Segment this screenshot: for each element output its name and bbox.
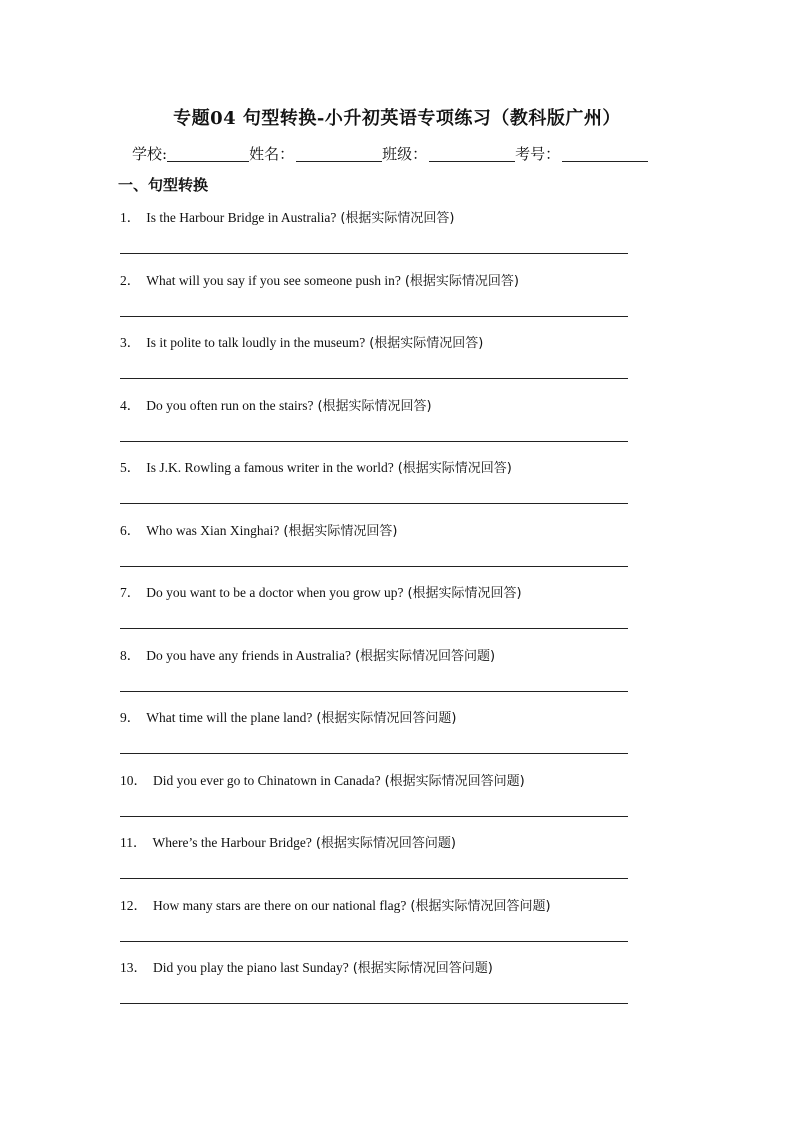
question-body: Did you ever go to Chinatown in Canada? xyxy=(153,772,381,788)
question-item xyxy=(0,831,794,893)
question-number: 12． xyxy=(120,897,147,913)
question-body: Did you play the piano last Sunday? xyxy=(153,960,349,975)
section-heading: 一、句型转换 xyxy=(118,176,209,194)
question-hint: (根据实际情况回答) xyxy=(407,586,522,601)
question-body: What time will the plane land? xyxy=(146,710,313,725)
question-text xyxy=(120,831,456,851)
answer-line[interactable] xyxy=(120,503,628,504)
question-hint: (根据实际情况回答) xyxy=(283,523,398,539)
question-text xyxy=(120,894,551,914)
question-text xyxy=(120,269,519,289)
school-label: 学校: xyxy=(132,145,168,163)
question-text xyxy=(120,206,454,226)
student-info-row xyxy=(132,143,692,164)
question-number: 1． xyxy=(120,210,141,225)
question-body: Do you have any friends in Australia? xyxy=(146,647,351,663)
answer-line[interactable] xyxy=(120,816,628,817)
question-text xyxy=(120,644,495,664)
question-item xyxy=(0,519,794,581)
answer-line[interactable] xyxy=(120,691,628,692)
question-body: Is the Harbour Bridge in Australia? xyxy=(146,210,337,225)
question-body: Is it polite to talk loudly in the museum? xyxy=(146,335,366,350)
question-item xyxy=(0,581,794,643)
question-text xyxy=(120,456,512,476)
answer-line[interactable] xyxy=(120,441,628,442)
question-number: 10． xyxy=(120,772,147,788)
answer-line[interactable] xyxy=(120,316,628,317)
answer-line[interactable] xyxy=(120,941,628,942)
question-body: Is J.K. Rowling a famous writer in the world? xyxy=(146,460,394,475)
question-number: 6． xyxy=(120,522,141,538)
question-item xyxy=(0,894,794,956)
school-blank[interactable] xyxy=(167,145,249,162)
question-text xyxy=(120,706,456,726)
question-number: 11． xyxy=(120,835,147,850)
question-text xyxy=(120,394,432,414)
number-label: 考号： xyxy=(515,145,561,163)
question-number: 7． xyxy=(120,585,141,600)
answer-line[interactable] xyxy=(120,378,628,379)
page-title: 专题04 句型转换-小升初英语专项练习（教科版广州） xyxy=(173,108,621,129)
question-hint: (根据实际情况回答问题) xyxy=(410,898,551,914)
question-number: 13． xyxy=(120,960,147,975)
question-number: 5． xyxy=(120,460,141,475)
question-text xyxy=(120,331,483,351)
question-hint: (根据实际情况回答问题) xyxy=(354,648,496,664)
question-hint: (根据实际情况回答) xyxy=(397,461,512,476)
question-body: How many stars are there on our national flag? xyxy=(153,897,407,913)
question-hint: (根据实际情况回答问题) xyxy=(384,773,525,789)
question-hint: (根据实际情况回答) xyxy=(317,398,432,414)
question-item xyxy=(0,394,794,456)
answer-line[interactable] xyxy=(120,253,628,254)
question-text xyxy=(120,581,522,601)
answer-line[interactable] xyxy=(120,878,628,879)
name-blank[interactable] xyxy=(296,145,382,162)
question-hint: (根据实际情况回答问题) xyxy=(352,961,493,976)
question-item xyxy=(0,269,794,331)
question-number: 2． xyxy=(120,272,141,288)
answer-line[interactable] xyxy=(120,566,628,567)
question-text xyxy=(120,519,398,539)
question-number: 8． xyxy=(120,647,141,663)
question-item xyxy=(0,956,794,1018)
question-text xyxy=(120,956,493,976)
class-blank[interactable] xyxy=(429,145,515,162)
question-item xyxy=(0,331,794,393)
question-number: 3． xyxy=(120,335,141,350)
question-text xyxy=(120,769,525,789)
question-hint: (根据实际情况回答) xyxy=(369,336,484,351)
class-label: 班级： xyxy=(382,145,428,163)
question-body: Where’s the Harbour Bridge? xyxy=(152,835,312,850)
question-body: Do you often run on the stairs? xyxy=(146,397,314,413)
question-body: Do you want to be a doctor when you grow up? xyxy=(146,585,404,600)
question-item xyxy=(0,706,794,768)
question-number: 4． xyxy=(120,397,141,413)
question-body: What will you say if you see someone push in? xyxy=(146,272,401,288)
name-label: 姓名： xyxy=(249,145,295,163)
question-hint: (根据实际情况回答) xyxy=(340,211,455,226)
question-item xyxy=(0,456,794,518)
question-number: 9． xyxy=(120,710,141,725)
question-hint: (根据实际情况回答) xyxy=(404,273,519,289)
question-item xyxy=(0,644,794,706)
answer-line[interactable] xyxy=(120,628,628,629)
question-item xyxy=(0,206,794,268)
question-item xyxy=(0,769,794,831)
answer-line[interactable] xyxy=(120,753,628,754)
question-hint: (根据实际情况回答问题) xyxy=(316,711,457,726)
question-body: Who was Xian Xinghai? xyxy=(146,522,280,538)
answer-line[interactable] xyxy=(120,1003,628,1004)
question-hint: (根据实际情况回答问题) xyxy=(315,836,456,851)
number-blank[interactable] xyxy=(562,145,648,162)
